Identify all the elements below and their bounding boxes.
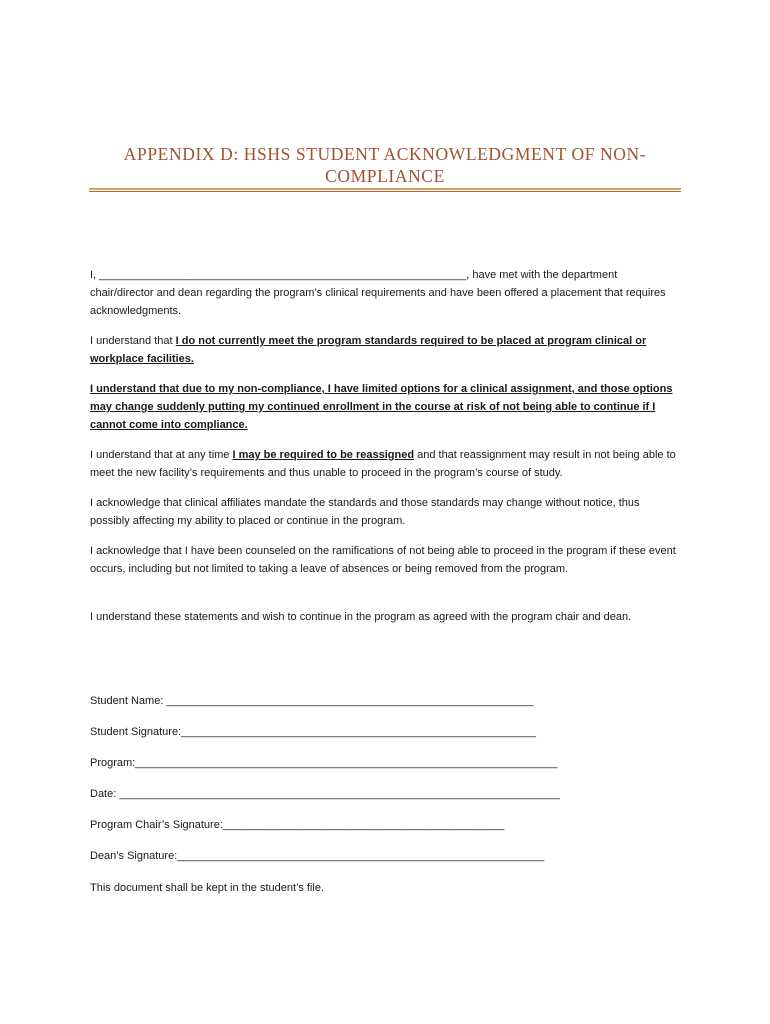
intro-text: , have met with the department chair/director and dean regarding the program’s clinical requirements and have been offered a placement that requires acknowledgments. — [90, 269, 666, 317]
document-body — [90, 266, 682, 638]
standards-prefix: I understand that — [90, 335, 176, 347]
reassign-prefix: I understand that at any time — [90, 449, 233, 461]
intro-prefix: I, — [90, 269, 100, 281]
title-divider-accent — [89, 191, 681, 192]
limited-options-emphasis: I understand that due to my non-compliance, I have limited options for a clinical assignment, and those options may change suddenly putting my continued enrollment in the course at risk of not being able to continue if I cannot come into compliance. — [90, 383, 673, 431]
paragraph-intro — [90, 266, 682, 320]
paragraph-agreement: I understand these statements and wish to continue in the program as agreed with the program chair and dean. — [90, 611, 632, 623]
paragraph-limited-options — [90, 380, 682, 434]
title-divider — [89, 188, 681, 190]
student-name-field[interactable]: Student Name: ____________________________________________________________ — [90, 695, 534, 707]
reassign-suffix: and that reassignment may result in not being able to meet the new facility’s requirements and thus unable to proceed in the program’s course of study. — [90, 449, 676, 479]
chair-signature-field[interactable]: Program Chair’s Signature:______________________________________________ — [90, 819, 505, 831]
paragraph-standards — [90, 332, 682, 368]
paragraph-counseled: I acknowledge that I have been counseled on the ramifications of not being able to proceed in the program if these event occurs, including but not limited to taking a leave of absences or being removed from the program. — [90, 545, 676, 575]
paragraph-affiliates: I acknowledge that clinical affiliates mandate the standards and those standards may change without notice, thus possibly affecting my ability to placed or continue in the program. — [90, 497, 640, 527]
student-signature-field[interactable]: Student Signature:__________________________________________________________ — [90, 726, 536, 738]
footer-note: This document shall be kept in the student’s file. — [90, 882, 324, 894]
dean-signature-field[interactable]: Dean’s Signature:____________________________________________________________ — [90, 850, 545, 862]
signature-fields — [90, 692, 690, 878]
date-field[interactable]: Date: ________________________________________________________________________ — [90, 788, 560, 800]
program-field[interactable]: Program:_____________________________________________________________________ — [90, 757, 558, 769]
document-title: APPENDIX D: HSHS STUDENT ACKNOWLEDGMENT OF NON-COMPLIANCE — [123, 144, 647, 186]
paragraph-reassignment — [90, 446, 682, 482]
standards-emphasis: I do not currently meet the program standards required to be placed at program clinical or workplace facilities. — [90, 335, 647, 365]
name-blank[interactable]: ____________________________________________________________ — [99, 269, 467, 281]
reassign-emphasis: I may be required to be reassigned — [232, 449, 415, 461]
